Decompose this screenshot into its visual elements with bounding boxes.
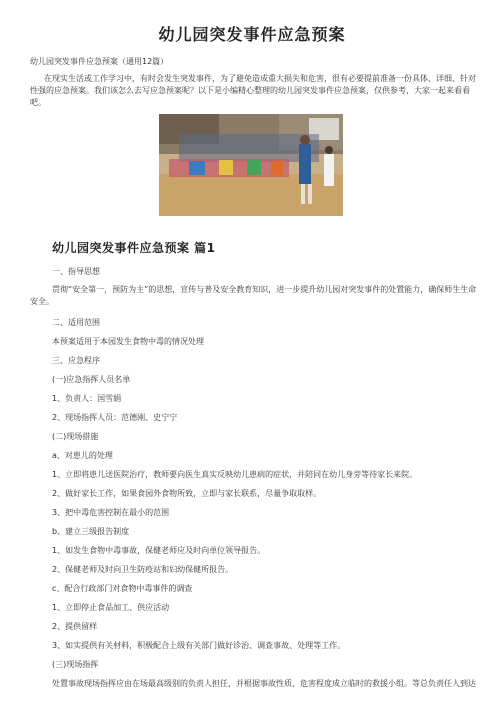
section-title: 幼儿园突发事件应急预案 篇1 <box>52 241 216 255</box>
line-15: 1、如发生食物中毒事故，保健老师应及时向单位领导报告。 <box>52 546 266 555</box>
line-16: 2、保健老师及时向卫生防疫站和妇幼保健所报告。 <box>52 565 234 574</box>
line-18: 1、立即停止食品加工、供应活动 <box>52 603 170 612</box>
line-14: b、建立三级报告制度 <box>52 527 130 536</box>
line-2: 贯彻“安全第一，预防为主”的思想，宣传与普及安全教育知识，进一步提升幼儿园对突发事件的处置能力，确保师生生命安全。 <box>30 285 477 306</box>
page-title: 幼儿园突发事件应急预案 <box>158 25 346 44</box>
document-subtitle: 幼儿园突发事件应急预案（通用12篇） <box>30 57 169 66</box>
line-10: a、对患儿的处理 <box>52 451 113 460</box>
line-9: (二)现场措施 <box>52 432 99 441</box>
line-5: 三、应急程序 <box>52 356 100 365</box>
classroom-photo <box>159 114 343 216</box>
line-13: 3、把中毒危害控制在最小的范围 <box>52 508 170 517</box>
line-12: 2、做好家长工作，如果食园外食物所致，立即与家长联系，尽量争取取样。 <box>52 489 322 498</box>
line-8: 2、现场指挥人员：范德刚、史宁宁 <box>52 413 178 422</box>
line-1: 一、指导思想 <box>52 267 100 276</box>
line-21: (三)现场指挥 <box>52 660 99 669</box>
line-3: 二、适用范围 <box>52 318 100 327</box>
intro-paragraph: 在现实生活或工作学习中，有时会发生突发事件，为了避免造成重大损失和危害，很有必要提前准备一份具体、详细、针对性强的应急预案。我们该怎么去写应急预案呢？以下是小编精心整理的幼儿园突发事件应急预案，仅供参考，大家一起来看看吧。 <box>30 74 476 107</box>
line-4: 本预案适用于本园发生食物中毒的情况处理 <box>52 337 204 346</box>
line-20: 3、如实提供有关材料，积极配合上级有关部门做好诊治、调查事故、处理等工作。 <box>52 641 346 650</box>
line-19: 2、提供留样 <box>52 622 98 631</box>
line-11: 1、立即将患儿送医院治疗，教师要向医生真实反映幼儿患病的症状，并陪同在幼儿身旁等待家长来院。 <box>52 470 418 479</box>
line-6: (一)应急指挥人员名单 <box>52 375 131 384</box>
line-7: 1、负责人：国雪娟 <box>52 394 122 403</box>
line-17: c、配合行政部门对食物中毒事件的调查 <box>52 584 193 593</box>
line-22: 处置事故现场指挥应由在场最高级别的负责人担任，并根据事故性质、危害程度成立临时的救援小组。等总负责任人到达 <box>52 679 476 688</box>
